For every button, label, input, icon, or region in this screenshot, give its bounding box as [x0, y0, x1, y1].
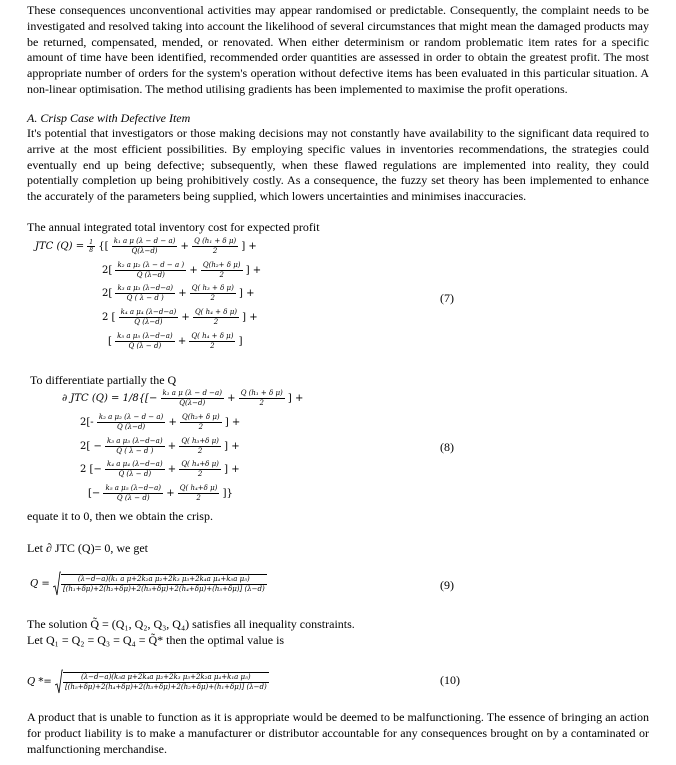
equate-text: equate it to 0, then we obtain the crisp.: [27, 509, 213, 523]
eq7-two: 2: [102, 265, 109, 276]
eq7-t5-den: Q (λ − d): [128, 342, 162, 350]
eq8-t1-den: Q(λ−d): [179, 399, 206, 407]
solution-text: The solution Q̃ = (Q₁, Q₂, Q₃, Q₄) satisfies all inequality constraints.: [27, 617, 355, 631]
eq9-den: [(h₁+δμ)+2(h₂+δμ)+2(h₃+δμ)+2(h₄+δμ)+(h₅+δμ)] (λ−d): [62, 585, 265, 593]
differentiate-text: To differentiate partially the Q: [30, 373, 177, 387]
eq7-t3-den: Q ( λ − d ): [126, 294, 164, 302]
eq8-t2-num: k₂ a μ₂ (λ − d − a): [98, 413, 164, 421]
section-heading: A. Crisp Case with Defective Item: [27, 111, 191, 125]
sqrt-sign: [53, 571, 61, 597]
eq7-t1-den: Q(λ−d): [131, 247, 158, 255]
eq7-t4-num: k₄ a μ₄ (λ−d−a): [120, 308, 177, 316]
eq10-den: [(h₅+δμ)+2(h₄+δμ)+2(h₃+δμ)+2(h₂+δμ)+(h₁+δμ)] (λ−d): [64, 683, 267, 691]
eq7-t4-den: Q (λ−d): [134, 318, 163, 326]
eq8-t3-right: Q( h₃+δ μ): [181, 437, 219, 445]
eq7-number: (7): [440, 291, 454, 305]
paragraph-liability: A product that is unable to function as it is appropriate would be deemed to be malfunctioning. The essence of bringing an action for product liability is to make a manufacturer or distributor accountable for any consequences brought on by a contaminated or malfunctioning merchandise.: [27, 710, 649, 756]
eq7-half-den: 8: [89, 247, 94, 254]
eq8-number: (8): [440, 440, 454, 454]
eq9-num: (λ−d−a)(k₁ a μ+2k₂a μ₂+2k₃ μ₃+2k₄a μ₄+k₅a μ₅): [61, 575, 267, 585]
eq7-half-num: 1: [89, 239, 94, 246]
eq9-number: (9): [440, 578, 454, 592]
let-q-text: Let Q₁ = Q₂ = Q₃ = Q₄ = Q̃* then the optimal value is: [27, 633, 285, 647]
eq7-lhs: JTC (Q) =: [35, 241, 88, 252]
eq8-t5-den: Q (λ − d): [116, 494, 150, 502]
annual-cost-text: The annual integrated total inventory cost for expected profit: [27, 220, 320, 234]
eq10-num: (λ−d−a)(k₅a μ+2k₄a μ₂+2k₃ μ₃+2k₂a μ₄+k₁a μ₅): [63, 673, 269, 683]
eq8-t1-right: Q (h₁ + δ μ): [240, 389, 283, 397]
eq7-t1-right: Q (h₁ + δ μ): [194, 237, 237, 245]
eq8-t4-right: Q( h₄+δ μ): [181, 460, 219, 468]
paragraph-intro: These consequences unconventional activities may appear randomised or predictable. Consequently, the complaint needs to be investigated and resolved taking into account the likelihood of several circumstances that might mean the damaged products may be returned, compensated, mended, or renovated. When either determinism or random problematic item rates for a specific amount of time have been identified, recommended order quantities are assessed in order to obtain the greatest profit. The most appropriate number of orders for the system's operation without defective items has been evaluated in this particular situation. A non-linear optimisation. The method utilising gradients has been implemented to maximise the profit operations.: [27, 3, 649, 96]
paragraph-crisp-case: It's potential that investigators or those making decisions may not constantly have availability to the significant data required to arrive at the most efficient possibilities. By employing specific values in inventories recommendations, the strategies could eventually end up being defective; subsequently, when these flawed regulations are implemented into reality, they could potentially completion up being prohibitively costly. As a consequence, the fuzzy set theory has been implemented to enhance the accurately of the parameters being supplied, which lowers uncertainties and minimises inaccuracies.: [27, 126, 649, 204]
eq7-t3-num: k₃ a μ₃ (λ−d−a): [117, 284, 173, 292]
eq7-t1-num: k₁ a μ (λ − d − a): [113, 237, 176, 245]
eq7-t4-right: Q( h₄ + δ μ): [194, 308, 237, 316]
eq7-t5-right: Q( h₄ + δ μ): [191, 332, 234, 340]
eq8-t4-den: Q (λ − d): [118, 470, 152, 478]
eq10-number: (10): [440, 673, 460, 687]
eq7-t2-right: Q(h₂+ δ μ): [202, 261, 241, 269]
eq8-lhs: ∂ JTC (Q) = 1/8{[−: [62, 393, 158, 404]
eq8-t5-right: Q( h₄+δ μ): [179, 484, 218, 492]
eq8-t3-den: Q ( λ − d ): [116, 447, 154, 455]
eq7-t3-right: Q( h₃ + δ μ): [191, 284, 234, 292]
let-zero-text: Let ∂ JTC (Q)= 0, we get: [27, 541, 149, 555]
eq8-t2-right: Q(h₂+ δ μ): [182, 413, 220, 421]
eq9-lhs: Q =: [30, 578, 53, 590]
eq7-t2-num: k₂ a μ₂ (λ − d − a ): [117, 261, 185, 269]
eq8-t1-num: k₁ a μ (λ − d −a): [162, 389, 222, 397]
eq8-t5-num: k₅ a μ₅ (λ−d−a): [105, 484, 162, 492]
eq7-t5-num: k₅ a μ₅ (λ−d−a): [117, 332, 173, 340]
eq7-t2-den: Q (λ−d): [136, 271, 165, 279]
sqrt-sign: [55, 669, 63, 695]
eq8-t2-den: Q (λ−d): [116, 423, 146, 431]
eq8-t3-num: k₃ a μ₃ (λ−d−a): [107, 437, 163, 445]
eq8-t4-num: k₄ a μ₄ (λ−d−a): [107, 460, 163, 468]
eq10-lhs: Q *=: [27, 676, 55, 688]
